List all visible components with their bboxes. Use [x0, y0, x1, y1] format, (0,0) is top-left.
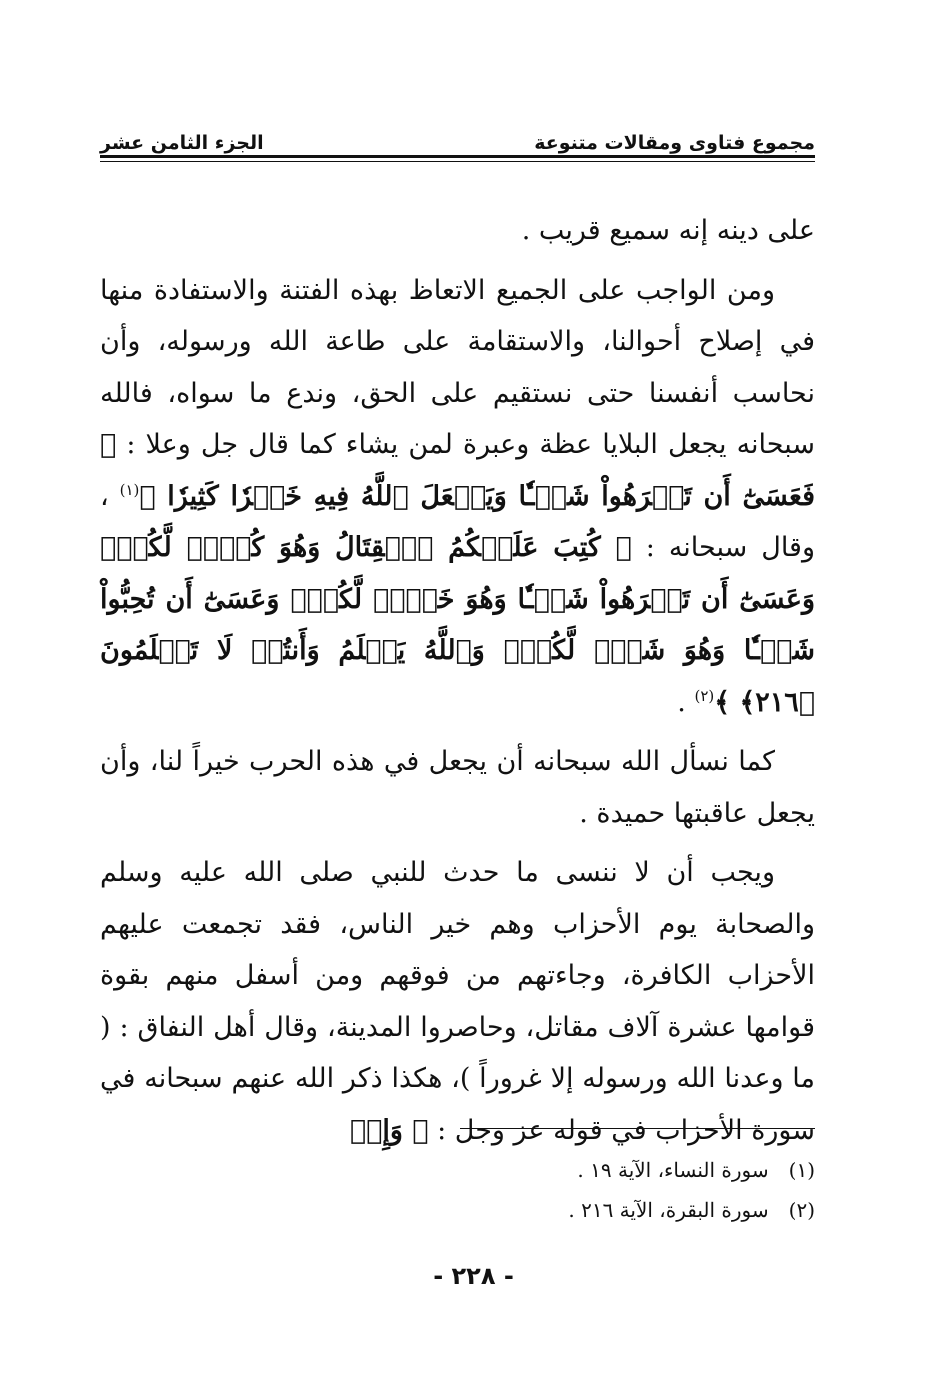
paragraph-2-text: ومن الواجب على الجميع الاتعاظ بهذه الفتنة والاستفادة منها في إصلاح أحوالنا، والاستقامة على طاعة الله ورسوله، وأن نحاسب أنفسنا حتى نستقيم على الحق، وندع ما سواه، فالله سبحانه يجعل البلايا عظة وعبرة لمن يشاء كما قال جل وعلا :	[100, 274, 815, 460]
paragraph-4	[100, 847, 815, 1156]
footnote-2-number: (٢)	[788, 1198, 815, 1222]
page-number: - ٢٢٨ -	[433, 1262, 514, 1290]
footnote-2	[100, 1190, 815, 1230]
paragraph-1: على دينه إنه سميع قريب .	[521, 215, 815, 246]
quran-verse-3: ﴿ وَإِذۡ	[349, 1114, 429, 1146]
quran-verse-2: ﴿ كُتِبَ عَلَيۡكُمُ ٱلۡقِتَالُ وَهُوَ كُرۡهٞ لَّكُمۡۖ وَعَسَىٰٓ أَن تَكۡرَهُواْ شَيۡـٔٗا وَهُوَ خَيۡرٞ لَّكُمۡۖ وَعَسَىٰٓ أَن تُحِبُّواْ شَيۡـٔٗا وَهُوَ شَرّٞ لَّكُمۡۚ وَٱللَّهُ يَعۡلَمُ وَأَنتُمۡ لَا تَعۡلَمُونَ ﴿٢١٦﴾ ﴾	[100, 532, 815, 718]
footnote-ref-2: (٢)	[694, 686, 715, 705]
quran-verse-1: ﴿ فَعَسَىٰٓ أَن تَكۡرَهُواْ شَيۡـٔٗا وَيَجۡعَلَ ٱللَّهُ فِيهِ خَيۡرٗا كَثِيرٗا ﴾	[100, 429, 815, 512]
paragraph-2	[100, 265, 815, 729]
paragraph-2-mid: ، وقال سبحانه :	[100, 480, 815, 563]
body-text	[100, 205, 815, 1164]
footnote-ref-1: (١)	[119, 480, 140, 499]
footnote-2-text: سورة البقرة، الآية ٢١٦ .	[568, 1198, 769, 1222]
footnote-1-number: (١)	[788, 1158, 815, 1182]
volume-label: الجزء الثامن عشر	[100, 132, 264, 154]
footnote-rule	[460, 1128, 815, 1129]
book-title: مجموع فتاوى ومقالات متنوعة	[534, 132, 815, 154]
paragraph-2-end: .	[677, 686, 686, 718]
footnotes	[100, 1150, 815, 1230]
footnote-1	[100, 1150, 815, 1190]
header-rule-thin	[100, 161, 815, 162]
paragraph-4-text: ويجب أن لا ننسى ما حدث للنبي صلى الله عليه وسلم والصحابة يوم الأحزاب وهم خير الناس، فقد تجمعت عليهم الأحزاب الكافرة، وجاءتهم من فوقهم ومن أسفل منهم بقوة قوامها عشرة آلاف مقاتل، وحاصروا المدينة، وقال أهل النفاق : ( ما وعدنا الله ورسوله إلا غروراً )، هكذا ذكر الله عنهم سبحانه في سورة الأحزاب في قوله عز وجل :	[100, 857, 815, 1146]
footnote-1-text: سورة النساء، الآية ١٩ .	[577, 1158, 769, 1182]
header-rule	[100, 155, 815, 158]
paragraph-3: كما نسأل الله سبحانه أن يجعل في هذه الحرب خيراً لنا، وأن يجعل عاقبتها حميدة .	[100, 746, 815, 829]
running-header	[100, 118, 815, 154]
